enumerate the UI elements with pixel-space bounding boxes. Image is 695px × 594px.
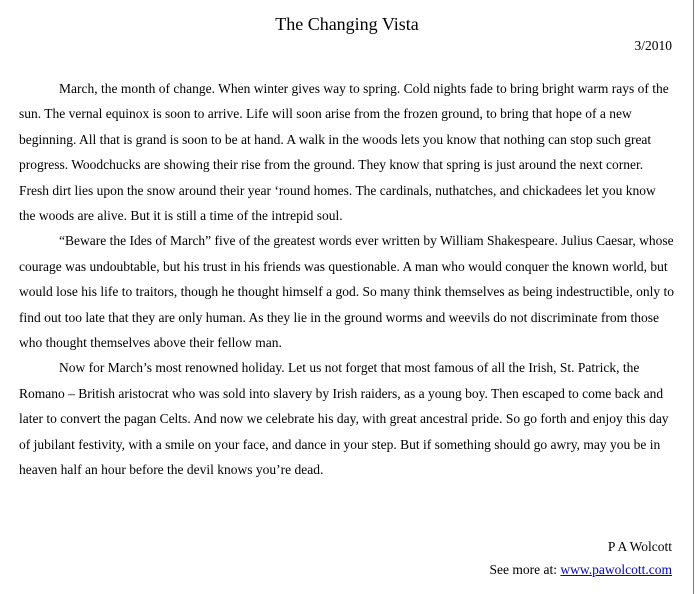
website-link[interactable]: www.pawolcott.com xyxy=(560,562,672,577)
document-body xyxy=(19,76,675,483)
see-more-line xyxy=(490,561,672,579)
document-date: 3/2010 xyxy=(634,38,672,53)
paragraph-march: March, the month of change. When winter gives way to spring. Cold nights fade to bring bright warm rays of the sun. The vernal equinox is soon to arrive. Life will soon arise from the frozen ground, to bring that hope of a new beginning. All that is grand is soon to be at hand. A walk in the woods lets you know that nothing can stop such great progress. Woodchucks are showing their rise from the ground. They know that spring is just around the next corner. Fresh dirt lies upon the snow around their year ‘round homes. The cardinals, nuthatches, and chickadees let you know the woods are alive. But it is still a time of the intrepid soul. xyxy=(19,81,669,224)
paragraph-ides-of-march: “Beware the Ides of March” five of the greatest words ever written by William Shakespeare. Julius Caesar, whose courage was undoubtable, but his trust in his friends was questionable. A man who would conquer the known world, but would lose his life to traitors, though he thought himself a god. So many think themselves as being indestructible, only to find out too late that they are only human. As they lie in the ground worms and weevils do not discriminate from those who thought themselves above their fellow man. xyxy=(19,233,675,351)
document-title: The Changing Vista xyxy=(275,14,419,34)
paragraph-st-patrick: Now for March’s most renowned holiday. Let us not forget that most famous of all the Irish, St. Patrick, the Romano – British aristocrat who was sold into slavery by Irish raiders, as a young boy. Then escaped to come back and later to convert the pagan Celts. And now we celebrate his day, with great ancestral pride. So go forth and enjoy this day of jubilant festivity, with a smile on your face, and dance in your step. But if something should go awry, may you be in heaven half an hour before the devil knows you’re dead. xyxy=(19,360,669,478)
see-more-label: See more at: xyxy=(489,562,558,577)
author-signature: P A Wolcott xyxy=(607,539,672,554)
